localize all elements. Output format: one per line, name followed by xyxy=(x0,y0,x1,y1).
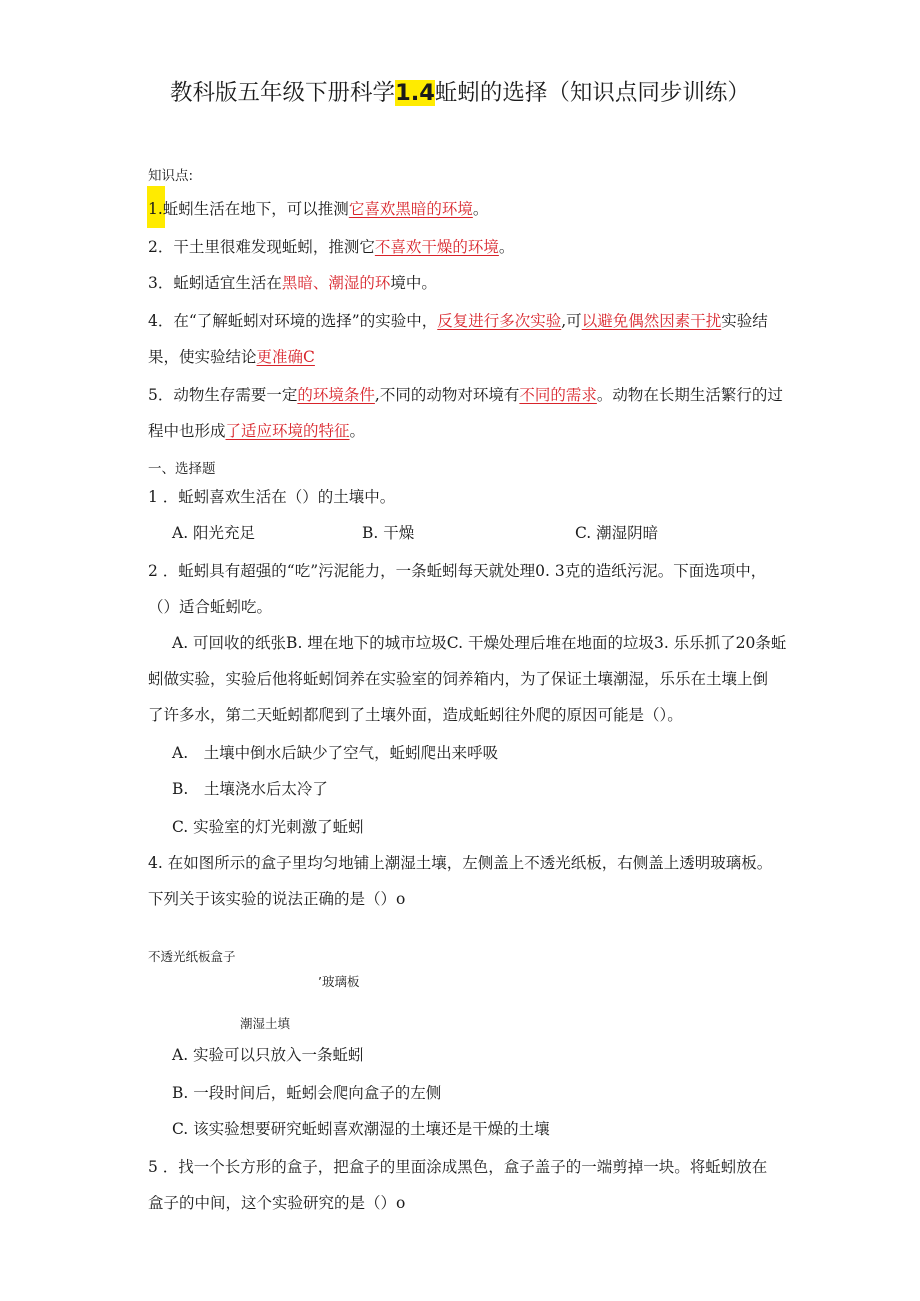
answer-underline: 以避免偶然因素干扰 xyxy=(581,312,722,330)
question-3-line-2: 蚓做实验，实验后他将蚯蚓饲养在实验室的饲养箱内，为了保证土壤潮湿，乐乐在土壤上倒 xyxy=(148,670,769,688)
answer-underline: 的环境条件 xyxy=(297,386,375,404)
answer-underline: 反复进行多次实验 xyxy=(437,312,562,330)
answer-underline: 它喜欢黑暗的环境 xyxy=(348,200,473,218)
question-5-line-1: 5 ．找一个长方形的盒子，把盒子的里面涂成黑色，盒子盖子的一端剪掉一块。将蚯蚓放在 xyxy=(148,1158,768,1176)
knowledge-heading: 知识点: xyxy=(148,168,194,184)
figure-label-soil: 潮湿土填 xyxy=(240,1016,291,1031)
question-1-option-c: C. 潮湿阴暗 xyxy=(575,524,659,542)
question-2-line-1: 2 ．蚯蚓具有超强的“吃”污泥能力，一条蚯蚓每天就处理0. 3克的造纸污泥。下面选项中， xyxy=(148,562,767,580)
knowledge-point-3: 3．蚯蚓适宜生活在黑暗、潮湿的环境中。 xyxy=(148,274,437,292)
title-text: 教科版五年级下册科学 xyxy=(170,80,396,106)
question-3-option-a: A. 土壤中倒水后缺少了空气，蚯蚓爬出来呼吸 xyxy=(172,744,499,762)
knowledge-point-5-cont: 程中也形成了适应环境的特征。 xyxy=(148,422,366,440)
answer-underline: 更准确C xyxy=(256,348,315,366)
page-title xyxy=(0,78,920,108)
question-1-option-a: A. 阳光充足 xyxy=(172,524,256,542)
answer-underline: 不同的需求 xyxy=(519,386,597,404)
question-5-line-2: 盒子的中间，这个实验研究的是（）o xyxy=(148,1194,406,1212)
question-3-option-b: B. 土壤浇水后太冷了 xyxy=(172,780,328,798)
answer-text: 黑暗、潮湿的环 xyxy=(281,274,391,292)
question-4-option-b: B. 一段时间后，蚯蚓会爬向盒子的左侧 xyxy=(172,1084,442,1102)
title-highlight-number: 1.4 xyxy=(395,80,435,106)
figure-label-glass: ’玻璃板 xyxy=(318,974,360,989)
question-4-line-2: 下列关于该实验的说法正确的是（）o xyxy=(148,890,406,908)
question-1-stem: 1 ．蚯蚓喜欢生活在（）的土壤中。 xyxy=(148,488,396,506)
figure-label-paper-box: 不透光纸板盒子 xyxy=(148,949,236,964)
answer-underline: 了适应环境的特征 xyxy=(225,422,350,440)
question-3-line-3: 了许多水，第二天蚯蚓都爬到了土壤外面，造成蚯蚓往外爬的原因可能是（）。 xyxy=(148,706,683,724)
question-3-option-c: C. 实验室的灯光刺激了蚯蚓 xyxy=(172,818,364,836)
knowledge-point-2: 2．干土里很难发现蚯蚓，推测它不喜欢干燥的环境。 xyxy=(148,238,515,256)
question-4-option-c: C. 该实验想要研究蚯蚓喜欢潮湿的土壤还是干燥的土壤 xyxy=(172,1120,550,1138)
point-number: 1. xyxy=(148,200,163,218)
knowledge-point-4: 4．在“了解蚯蚓对环境的选择”的实验中，反复进行多次实验,可以避免偶然因素干扰实验结 xyxy=(148,312,768,330)
section-heading: 一、选择题 xyxy=(148,461,216,477)
question-2-line-2: （）适合蚯蚓吃。 xyxy=(148,598,273,616)
question-2-options-line: A. 可回收的纸张B. 埋在地下的城市垃圾C. 干燥处理后堆在地面的垃圾3. 乐乐抓了20条蚯 xyxy=(172,634,787,652)
question-1-option-b: B. 干燥 xyxy=(362,524,415,542)
knowledge-point-5: 5．动物生存需要一定的环境条件,不同的动物对环境有不同的需求。动物在长期生活繁行的过 xyxy=(148,386,783,404)
question-4-option-a: A. 实验可以只放入一条蚯蚓 xyxy=(172,1046,364,1064)
title-subtitle: 蚯蚓的选择（知识点同步训练） xyxy=(434,80,750,106)
knowledge-point-4-cont: 果，使实验结论更准确C xyxy=(148,348,315,366)
answer-underline: 不喜欢干燥的环境 xyxy=(374,238,499,256)
knowledge-point-1: 1.蚯蚓生活在地下，可以推测它喜欢黑暗的环境。 xyxy=(148,200,489,218)
question-4-line-1: 4. 在如图所示的盒子里均匀地铺上潮湿土壤，左侧盖上不透光纸板，右侧盖上透明玻璃板。 xyxy=(148,854,773,872)
